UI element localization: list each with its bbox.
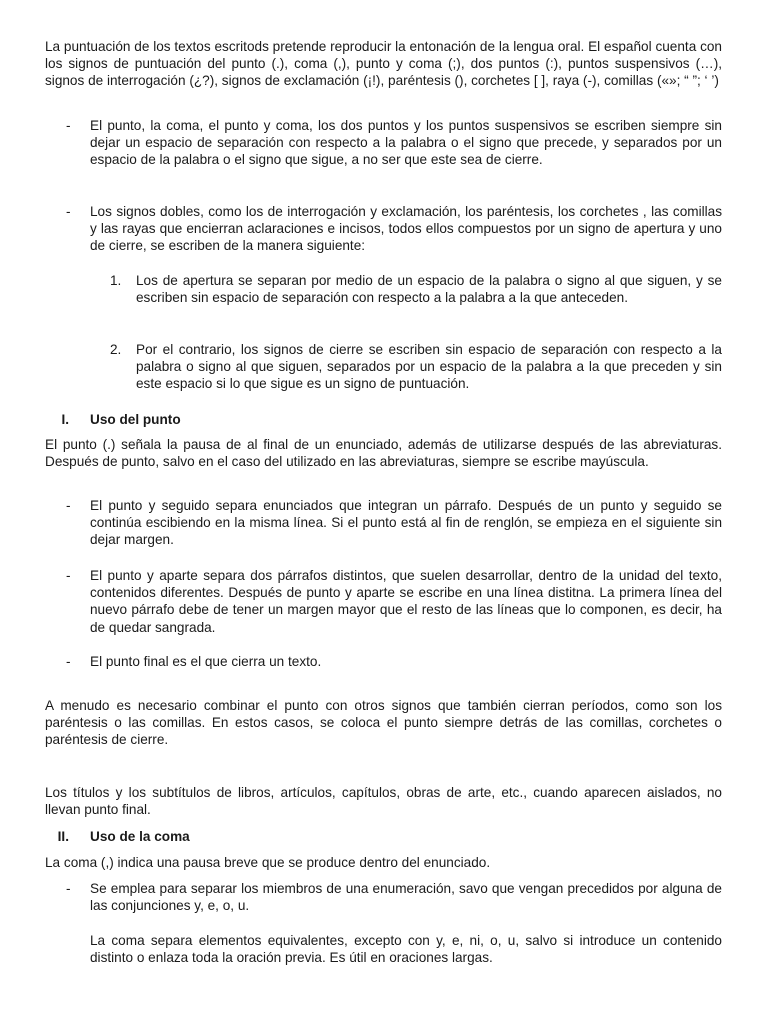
- section-paragraph: Los títulos y los subtítulos de libros, artículos, capítulos, obras de arte, etc., cuando aparecen aislados, no llevan punto final.: [45, 785, 722, 818]
- numbered-item: Los de apertura se separan por medio de un espacio de la palabra o signo al que siguen, y se escriben sin espacio de separación con respecto a la palabra a la que anteceden.: [136, 273, 722, 306]
- section-heading: Uso de la coma: [90, 829, 190, 844]
- bullet-marker: -: [66, 498, 71, 513]
- bullet-item: El punto final es el que cierra un texto.: [90, 654, 322, 669]
- section-heading: Uso del punto: [90, 412, 181, 427]
- bullet-marker: -: [66, 654, 71, 669]
- bullet-continuation: La coma separa elementos equivalentes, excepto con y, e, ni, o, u, salvo si introduce un contenido distinto o enlaza toda la oración previa. Es útil en oraciones largas.: [90, 933, 722, 966]
- bullet-marker: -: [66, 568, 71, 583]
- list-number: 1.: [110, 273, 122, 288]
- intro-paragraph: La puntuación de los textos escritods pretende reproducir la entonación de la lengua oral. El español cuenta con los signos de puntuación del punto (.), coma (,), punto y coma (;), dos puntos (:), puntos suspensivos (…), signos de interrogación (¿?), signos de exclamación (¡!), paréntesis (), corchetes [ ], raya (-), comillas («»; “ ”; ‘ ’): [45, 39, 722, 89]
- bullet-item: El punto y aparte separa dos párrafos distintos, que suelen desarrollar, dentro de la unidad del texto, contenidos diferentes. Después de punto y aparte se escribe en una línea distitna. La primera línea del nuevo párrafo debe de tener un margen mayor que el resto de las líneas que lo componen, es decir, ha de quedar sangrada.: [90, 568, 722, 635]
- section-paragraph: El punto (.) señala la pausa de al final de un enunciado, además de utilizarse después de las abreviaturas. Después de punto, salvo en el caso del utilizado en las abreviaturas, siempre se escribe mayúscula.: [45, 437, 722, 470]
- section-number: II.: [57, 829, 69, 844]
- bullet-marker: -: [66, 881, 71, 896]
- bullet-item: El punto y seguido separa enunciados que integran un párrafo. Después de un punto y seguido se continúa escibiendo en la misma línea. Si el punto está al fin de renglón, se empieza en el siguiente sin dejar margen.: [90, 498, 722, 548]
- list-number: 2.: [110, 342, 122, 357]
- bullet-marker: -: [66, 118, 71, 133]
- section-paragraph: A menudo es necesario combinar el punto con otros signos que también cierran períodos, como son los paréntesis o las comillas. En estos casos, se coloca el punto siempre detrás de las comillas, corchetes o paréntesis de cierre.: [45, 698, 722, 748]
- section-number: I.: [61, 412, 69, 427]
- numbered-item: Por el contrario, los signos de cierre se escriben sin espacio de separación con respecto a la palabra o signo al que siguen, separados por un espacio de la palabra a la que preceden y sin este espacio si lo que sigue es un signo de puntuación.: [136, 342, 722, 392]
- bullet-item: Se emplea para separar los miembros de una enumeración, savo que vengan precedidos por alguna de las conjunciones y, e, o, u.: [90, 881, 722, 914]
- section-paragraph: La coma (,) indica una pausa breve que se produce dentro del enunciado.: [45, 855, 491, 870]
- bullet-item: Los signos dobles, como los de interrogación y exclamación, los paréntesis, los corchetes , las comillas y las rayas que encierran aclaraciones e incisos, todos ellos compuestos por un signo de apertura y uno de cierre, se escriben de la manera siguiente:: [90, 204, 722, 254]
- bullet-marker: -: [66, 204, 71, 219]
- bullet-item: El punto, la coma, el punto y coma, los dos puntos y los puntos suspensivos se escriben siempre sin dejar un espacio de separación con respecto a la palabra o el signo que precede, y separados por un espacio de la palabra o el signo que sigue, a no ser que este sea de cierre.: [90, 118, 722, 168]
